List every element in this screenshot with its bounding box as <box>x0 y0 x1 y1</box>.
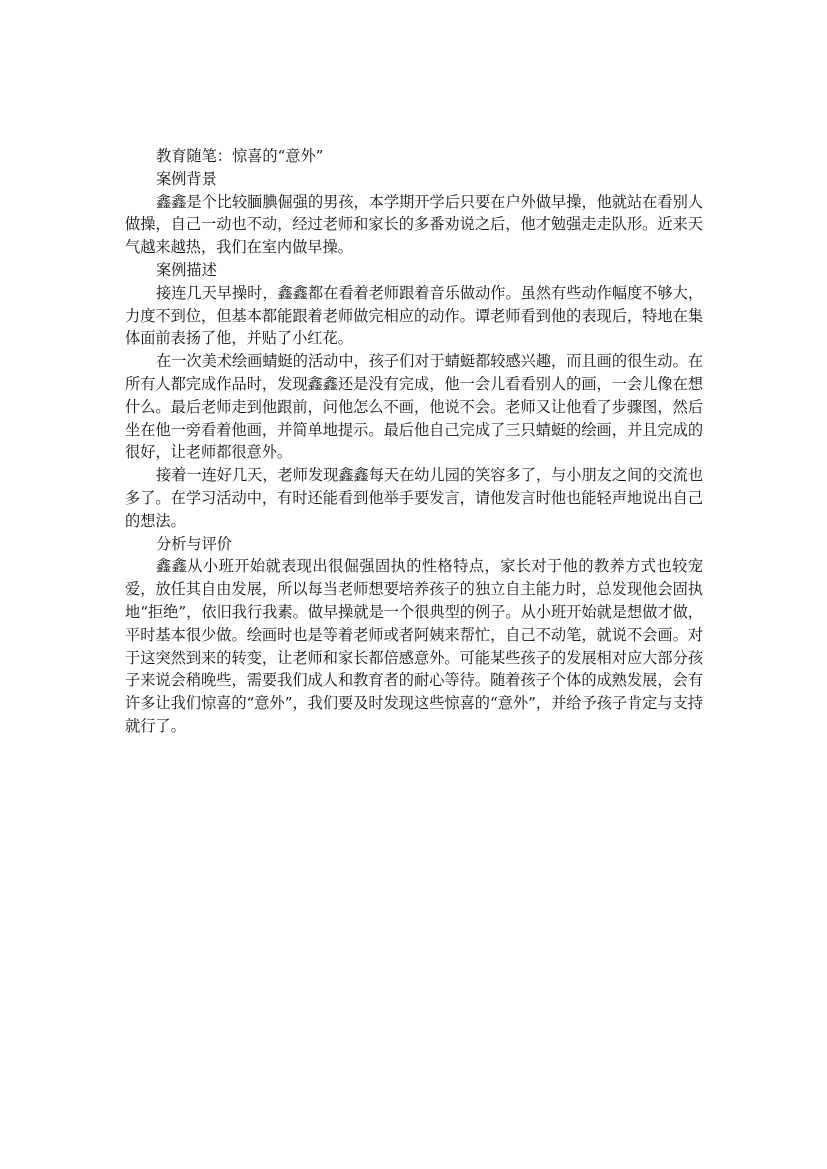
paragraph-description-1: 接连几天早操时，鑫鑫都在看着老师跟着音乐做动作。虽然有些动作幅度不够大，力度不到位，但基本都能跟着老师做完相应的动作。谭老师看到他的表现后，特地在集体面前表扬了他，并贴了小红花。 <box>125 283 703 348</box>
section-heading-background: 案例背景 <box>156 169 217 188</box>
paragraph-description-3: 接着一连好几天，老师发现鑫鑫每天在幼儿园的笑容多了，与小朋友之间的交流也多了。在学习活动中，有时还能看到他举手要发言，请他发言时他也能轻声地说出自己的想法。 <box>125 466 703 530</box>
section-heading-analysis: 分析与评价 <box>156 534 232 553</box>
document-body <box>125 145 703 738</box>
paragraph-analysis: 鑫鑫从小班开始就表现出很倔强固执的性格特点，家长对于他的教养方式也较宠爱，放任其自由发展，所以每当老师想要培养孩子的独立自主能力时，总发现他会固执地“拒绝”，依旧我行我素。做早操就是一个很典型的例子。从小班开始就是想做才做，平时基本很少做。绘画时也是等着老师或者阿姨来帮忙，自己不动笔，就说不会画。对于这突然到来的转变，让老师和家长都倍感意外。可能某些孩子的发展相对应大部分孩子来说会稍晚些，需要我们成人和教育者的耐心等待。随着孩子个体的成熟发展，会有许多让我们惊喜的“意外”，我们要及时发现这些惊喜的“意外”，并给予孩子肯定与支持就行了。 <box>125 557 703 735</box>
paragraph-description-2: 在一次美术绘画蜻蜓的活动中，孩子们对于蜻蜓都较感兴趣，而且画的很生动。在所有人都完成作品时，发现鑫鑫还是没有完成，他一会儿看看别人的画，一会儿像在想什么。最后老师走到他跟前，问他怎么不画，他说不会。老师又让他看了步骤图，然后坐在他一旁看着他画，并简单地提示。最后他自己完成了三只蜻蜓的绘画，并且完成的很好，让老师都很意外。 <box>125 352 703 462</box>
document-title: 教育随笔：惊喜的“意外” <box>156 147 324 165</box>
section-heading-description: 案例描述 <box>156 260 217 279</box>
paragraph-background: 鑫鑫是个比较腼腆倔强的男孩，本学期开学后只要在户外做早操，他就站在看别人做操，自己一动也不动，经过老师和家长的多番劝说之后，他才勉强走走队形。近来天气越来越热，我们在室内做早操。 <box>125 192 703 257</box>
